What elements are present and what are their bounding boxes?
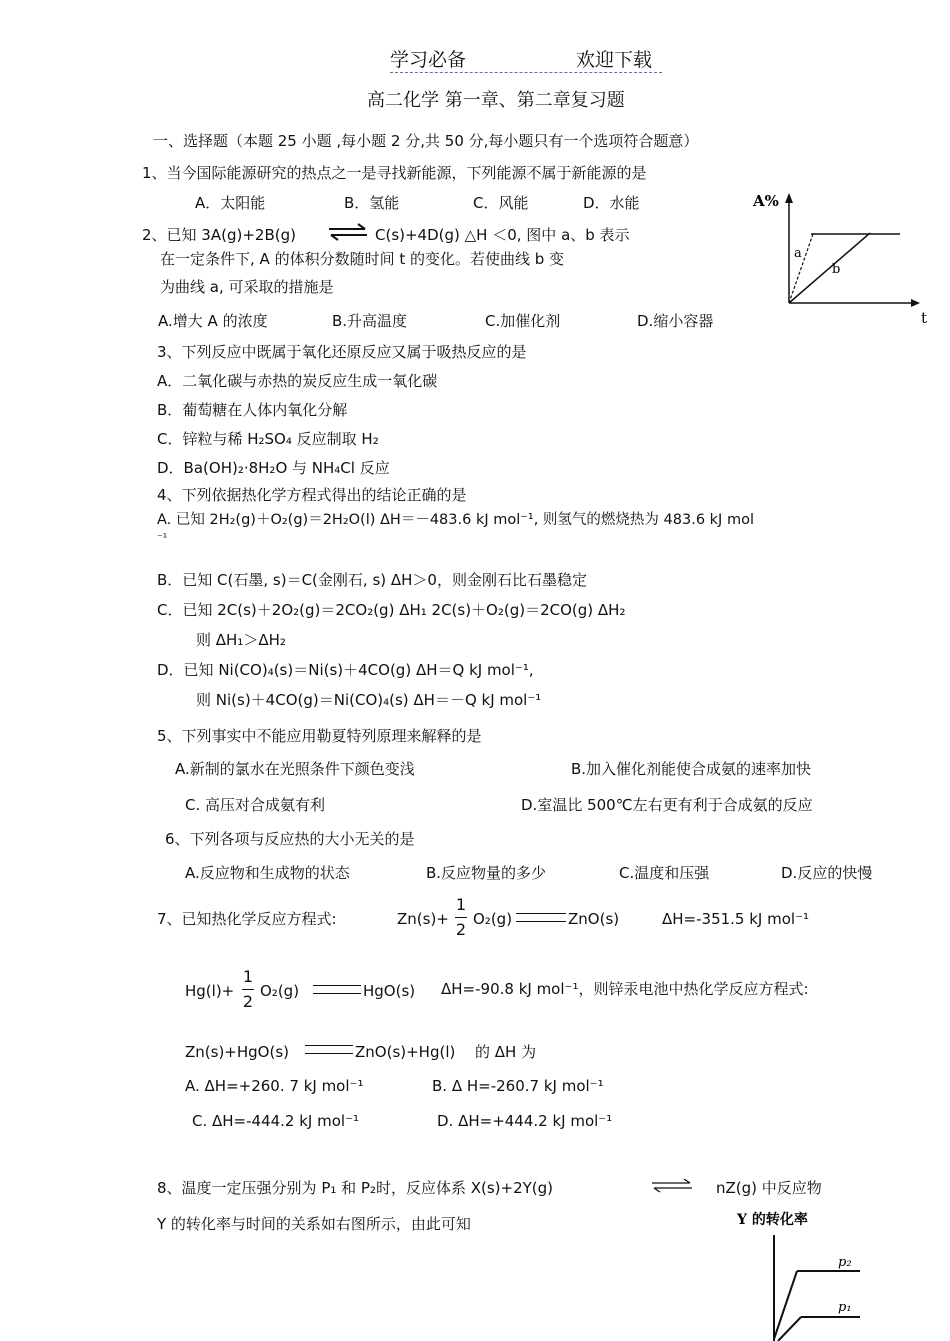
q5-stem: 5、下列事实中不能应用勒夏特列原理来解释的是 xyxy=(157,727,482,745)
graph1-y-arrow-icon xyxy=(785,193,793,203)
graph2-label-p1: p₁ xyxy=(838,1300,852,1315)
q1-option-a: A．太阳能 xyxy=(195,194,266,212)
q3-option-b: B．葡萄糖在人体内氧化分解 xyxy=(157,401,348,419)
q4-option-a-continued: ⁻¹ xyxy=(157,531,168,544)
q4-stem: 4、下列依据热化学方程式得出的结论正确的是 xyxy=(157,486,467,504)
q1-option-c: C．风能 xyxy=(473,194,529,212)
q7-option-a: A. ΔH=+260. 7 kJ mol⁻¹ xyxy=(185,1077,364,1095)
graph1-label-b: b xyxy=(832,262,841,277)
q4-option-d: D．已知 Ni(CO)₄(s)＝Ni(s)＋4CO(g) ΔH＝Q kJ mol⁻¹, xyxy=(157,661,534,679)
q7-eq3-right: ZnO(s)+Hg(l) xyxy=(355,1043,456,1061)
graph2-label-p2: p₂ xyxy=(838,1255,852,1270)
q7-eq3-equals-sign xyxy=(305,1045,353,1054)
q7-eq2-right: HgO(s) xyxy=(363,982,416,1000)
q5-option-b: B.加入催化剂能使合成氨的速率加快 xyxy=(571,760,812,778)
q5-option-a: A.新制的氯水在光照条件下颜色变浅 xyxy=(175,760,415,778)
graph2-title: Y 的转化率 xyxy=(737,1212,808,1228)
q8-line1-pre: 8、温度一定压强分别为 P₁ 和 P₂时，反应体系 X(s)+2Y(g) xyxy=(157,1179,554,1197)
q7-eq2-o2: O₂(g) xyxy=(260,982,300,1000)
q4-option-d-conclusion: 则 Ni(s)＋4CO(g)＝Ni(CO)₄(s) ΔH＝－Q kJ mol⁻¹ xyxy=(196,691,542,709)
q4-option-b: B．已知 C(石墨, s)＝C(金刚石, s) ΔH＞0，则金刚石比石墨稳定 xyxy=(157,571,587,589)
fraction-denominator: 2 xyxy=(455,920,467,939)
q7-eq3-tail: 的 ΔH 为 xyxy=(475,1043,537,1061)
q5-option-c: C. 高压对合成氨有利 xyxy=(185,796,326,814)
fraction-bar xyxy=(455,917,467,918)
q4-option-a: A. 已知 2H₂(g)＋O₂(g)＝2H₂O(l) ΔH＝－483.6 kJ mol⁻¹, 则氢气的燃烧热为 483.6 kJ mol xyxy=(157,512,754,528)
graph2-curve-p2 xyxy=(774,1271,797,1339)
graph1-x-arrow-icon xyxy=(911,299,920,307)
graph-a-percent-vs-time xyxy=(745,185,940,330)
header-right: 欢迎下载 xyxy=(576,49,653,71)
q7-option-d: D. ΔH=+444.2 kJ mol⁻¹ xyxy=(437,1112,613,1130)
q2-stem-post: C(s)+4D(g) △H ＜0, 图中 a、b 表示 xyxy=(375,226,630,244)
q6-option-a: A.反应物和生成物的状态 xyxy=(185,864,350,882)
q6-stem: 6、下列各项与反应热的大小无关的是 xyxy=(165,830,415,848)
q7-eq1-equals-sign xyxy=(516,913,566,922)
q6-option-d: D.反应的快慢 xyxy=(781,864,873,882)
q6-option-c: C.温度和压强 xyxy=(619,864,710,882)
header-left: 学习必备 xyxy=(390,49,467,71)
q8-line1-post: nZ(g) 中反应物 xyxy=(716,1179,822,1197)
q7-eq1-right: ZnO(s) xyxy=(568,910,620,928)
q2-stem-pre: 2、已知 3A(g)+2B(g) xyxy=(142,226,296,244)
fraction-numerator: 1 xyxy=(455,895,467,914)
q1-stem: 1、当今国际能源研究的热点之一是寻找新能源，下列能源不属于新能源的是 xyxy=(142,164,647,182)
q7-eq1-fraction xyxy=(451,896,471,939)
graph1-ylabel: A% xyxy=(753,192,779,210)
graph1-label-a: a xyxy=(794,246,802,261)
q3-option-a: A．二氧化碳与赤热的炭反应生成一氧化碳 xyxy=(157,372,438,390)
graph2-curve-p1 xyxy=(778,1317,801,1341)
equilibrium-arrow-icon xyxy=(650,1178,694,1194)
q2-line3: 为曲线 a, 可采取的措施是 xyxy=(160,278,334,296)
graph-y-conversion-vs-time xyxy=(725,1205,895,1341)
q1-option-b: B．氢能 xyxy=(344,194,400,212)
q2-option-d: D.缩小容器 xyxy=(637,312,714,330)
q2-line2: 在一定条件下, A 的体积分数随时间 t 的变化。若使曲线 b 变 xyxy=(160,250,565,268)
q7-option-c: C. ΔH=-444.2 kJ mol⁻¹ xyxy=(192,1112,360,1130)
page-title: 高二化学 第一章、第二章复习题 xyxy=(367,90,625,111)
q7-eq3-left: Zn(s)+HgO(s) xyxy=(185,1043,289,1061)
q1-option-d: D．水能 xyxy=(583,194,640,212)
q2-option-a: A.增大 A 的浓度 xyxy=(158,312,268,330)
q5-option-d: D.室温比 500℃左右更有利于合成氨的反应 xyxy=(521,796,813,814)
q4-option-c-conclusion: 则 ΔH₁＞ΔH₂ xyxy=(196,631,286,649)
q7-eq2-left: Hg(l)+ xyxy=(185,982,235,1000)
q7-eq1-dh: ΔH=-351.5 kJ mol⁻¹ xyxy=(662,910,809,928)
q3-stem: 3、下列反应中既属于氧化还原反应又属于吸热反应的是 xyxy=(157,343,527,361)
header-underline xyxy=(390,72,662,73)
q3-option-d: D．Ba(OH)₂·8H₂O 与 NH₄Cl 反应 xyxy=(157,459,390,477)
fraction-numerator: 1 xyxy=(242,967,254,986)
q7-eq2-equals-sign xyxy=(313,985,361,994)
q7-stem: 7、已知热化学反应方程式: xyxy=(157,910,337,928)
fraction-denominator: 2 xyxy=(242,992,254,1011)
q7-eq2-fraction xyxy=(238,968,258,1011)
q7-option-b: B. Δ H=-260.7 kJ mol⁻¹ xyxy=(432,1077,604,1095)
q7-eq1-left: Zn(s)+ xyxy=(397,910,449,928)
section-heading: 一、选择题（本题 25 小题 ,每小题 2 分,共 50 分,每小题只有一个选项符合题意） xyxy=(153,132,699,150)
q4-option-c: C．已知 2C(s)＋2O₂(g)＝2CO₂(g) ΔH₁ 2C(s)＋O₂(g)＝2CO(g) ΔH₂ xyxy=(157,601,626,619)
q2-option-c: C.加催化剂 xyxy=(485,312,561,330)
q8-line2: Y 的转化率与时间的关系如右图所示，由此可知 xyxy=(157,1215,471,1233)
fraction-bar xyxy=(242,989,254,990)
q7-eq1-o2: O₂(g) xyxy=(473,910,513,928)
equilibrium-arrow-icon xyxy=(327,223,369,241)
q6-option-b: B.反应物量的多少 xyxy=(426,864,547,882)
graph1-xlabel: t xyxy=(921,309,928,327)
q3-option-c: C．锌粒与稀 H₂SO₄ 反应制取 H₂ xyxy=(157,430,379,448)
q7-eq2-dh: ΔH=-90.8 kJ mol⁻¹，则锌汞电池中热化学反应方程式: xyxy=(441,980,809,998)
q2-option-b: B.升高温度 xyxy=(332,312,408,330)
